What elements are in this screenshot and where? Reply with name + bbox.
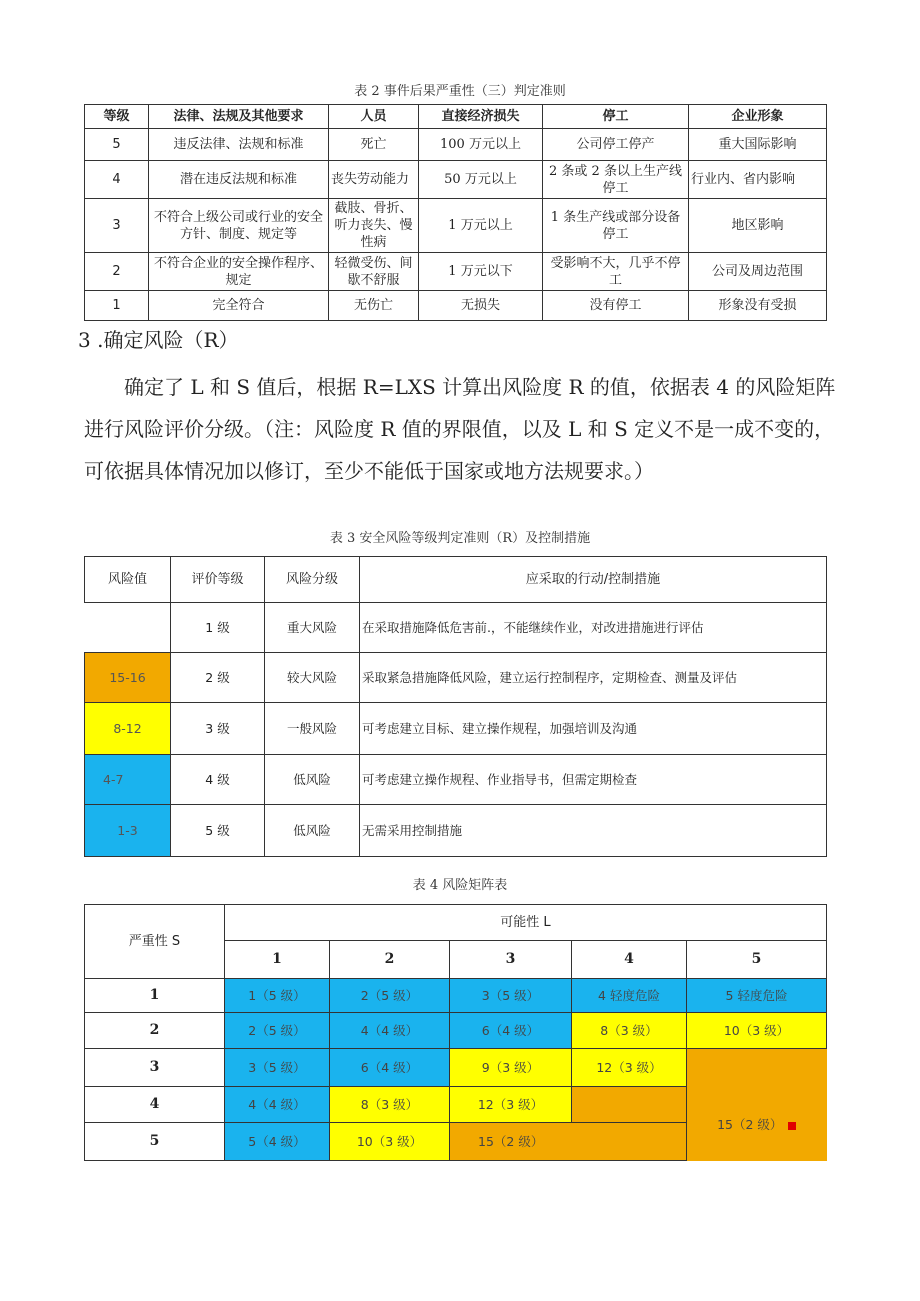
matrix-cell: 10（3 级） [687,1013,827,1049]
likelihood-col-header: 1 [225,941,330,979]
table-cell: 不符合企业的安全操作程序、规定 [149,253,329,291]
table-row [85,703,827,755]
matrix-cell: 6（4 级） [330,1049,450,1087]
table-row [85,129,827,161]
table-cell: 1 条生产线或部分设备停工 [543,199,689,253]
severity-label: 严重性 S [85,905,225,979]
table-row [85,161,827,199]
table-row [85,199,827,253]
table-cell: 丧失劳动能力 [329,161,419,199]
table-row [85,291,827,321]
table-cell: 无伤亡 [329,291,419,321]
table-cell: 1 [85,291,149,321]
matrix-cell: 15（2 级） [450,1123,572,1161]
red-square-marker [788,1122,796,1130]
table-cell: 公司及周边范围 [689,253,827,291]
likelihood-col-header: 3 [450,941,572,979]
table-cell: 受影响不大，几乎不停工 [543,253,689,291]
likelihood-col-header: 5 [687,941,827,979]
matrix-cell: 9（3 级） [450,1049,572,1087]
col-header: 应采取的行动/控制措施 [360,557,827,603]
col-header: 直接经济损失 [419,105,543,129]
table-cell: 违反法律、法规和标准 [149,129,329,161]
grade-cell: 2 级 [171,653,265,703]
table-cell: 1 万元以上 [419,199,543,253]
grade-cell: 4 级 [171,755,265,805]
table-cell: 3 [85,199,149,253]
table-row [85,653,827,703]
matrix-cell: 4（4 级） [225,1087,330,1123]
table-cell: 地区影响 [689,199,827,253]
table-cell: 100 万元以上 [419,129,543,161]
level-cell: 一般风险 [265,703,360,755]
matrix-cell: 8（3 级） [572,1013,687,1049]
matrix-cell-merged [687,1049,827,1161]
matrix-cell: 10（3 级） [330,1123,450,1161]
col-header: 企业形象 [689,105,827,129]
severity-row-header: 4 [85,1087,225,1123]
matrix-cell: 2（5 级） [225,1013,330,1049]
action-cell: 在采取措施降低危害前.，不能继续作业，对改进措施进行评估 [360,603,827,653]
matrix-cell: 1（5 级） [225,979,330,1013]
table-cell: 1 万元以下 [419,253,543,291]
severity-row-header: 2 [85,1013,225,1049]
matrix-cell: 3（5 级） [450,979,572,1013]
matrix-cell-text: 15（2 级） [717,1117,783,1133]
grade-cell: 1 级 [171,603,265,653]
table-cell: 行业内、省内影响 [689,161,827,199]
col-header: 评价等级 [171,557,265,603]
matrix-cell: 8（3 级） [330,1087,450,1123]
risk-value-cell: 1-3 [85,805,171,857]
table4-caption: 表 4 风险矩阵表 [412,878,508,893]
table-cell: 2 条或 2 条以上生产线停工 [543,161,689,199]
col-header: 法律、法规及其他要求 [149,105,329,129]
matrix-cell: 5（4 级） [225,1123,330,1161]
table-cell: 轻微受伤、间歇不舒服 [329,253,419,291]
table-cell: 5 [85,129,149,161]
action-cell: 可考虑建立目标、建立操作规程，加强培训及沟通 [360,703,827,755]
table-row [85,603,827,653]
col-header: 风险分级 [265,557,360,603]
table-cell: 死亡 [329,129,419,161]
matrix-cell: 6（4 级） [450,1013,572,1049]
body-paragraph: 确定了 L 和 S 值后，根据 R=LXS 计算出风险度 R 的值，依据表 4 的风险矩阵进行风险评价分级。（注：风险度 R 值的界限值，以及 L 和 S 定义不是一成不变的，可依据具体情况加以修订，至少不能低于国家或地方法规要求。） [84,375,836,483]
level-cell: 低风险 [265,805,360,857]
table-cell: 2 [85,253,149,291]
table-cell: 不符合上级公司或行业的安全方针、制度、规定等 [149,199,329,253]
table-cell: 公司停工停产 [543,129,689,161]
matrix-cell [572,1087,687,1123]
table-cell: 重大国际影响 [689,129,827,161]
risk-matrix-table [84,904,827,1161]
risk-value-cell: 8-12 [85,703,171,755]
action-cell: 采取紧急措施降低风险，建立运行控制程序，定期检查、测量及评估 [360,653,827,703]
table-cell: 完全符合 [149,291,329,321]
severity-row-header: 3 [85,1049,225,1087]
risk-value-cell: 15-16 [85,653,171,703]
matrix-cell [572,1123,687,1161]
severity-row-header: 1 [85,979,225,1013]
level-cell: 较大风险 [265,653,360,703]
matrix-cell: 12（3 级） [450,1087,572,1123]
grade-cell: 3 级 [171,703,265,755]
table-header-row [85,557,827,603]
level-cell: 重大风险 [265,603,360,653]
risk-value-cell [85,603,171,653]
grade-cell: 5 级 [171,805,265,857]
table-header-row [85,105,827,129]
table-cell: 无损失 [419,291,543,321]
table2-caption: 表 2 事件后果严重性（三）判定准则 [354,84,566,99]
table-cell: 形象没有受损 [689,291,827,321]
matrix-cell: 2（5 级） [330,979,450,1013]
col-header: 风险值 [85,557,171,603]
risk-value-cell: 4-7 [85,755,171,805]
col-header: 停工 [543,105,689,129]
likelihood-col-header: 4 [572,941,687,979]
matrix-cell: 4 轻度危险 [572,979,687,1013]
matrix-cell: 4（4 级） [330,1013,450,1049]
action-cell: 无需采用控制措施 [360,805,827,857]
matrix-row [85,1049,827,1087]
matrix-cell: 12（3 级） [572,1049,687,1087]
matrix-row [85,1013,827,1049]
table-cell: 4 [85,161,149,199]
likelihood-col-header: 2 [330,941,450,979]
table-cell: 50 万元以上 [419,161,543,199]
likelihood-label: 可能性 L [225,905,827,941]
section-heading: 3 .确定风险（R） [78,328,239,352]
matrix-cell: 5 轻度危险 [687,979,827,1013]
severity-criteria-table [84,104,827,321]
table-cell: 截肢、骨折、听力丧失、慢性病 [329,199,419,253]
table-row [85,755,827,805]
table3-caption: 表 3 安全风险等级判定准则（R）及控制措施 [329,531,591,546]
risk-level-table [84,556,827,857]
table-cell: 潜在违反法规和标准 [149,161,329,199]
col-header: 等级 [85,105,149,129]
severity-row-header: 5 [85,1123,225,1161]
table-row [85,253,827,291]
action-cell: 可考虑建立操作规程、作业指导书，但需定期检查 [360,755,827,805]
table-cell: 没有停工 [543,291,689,321]
table-row [85,805,827,857]
col-header: 人员 [329,105,419,129]
matrix-row [85,979,827,1013]
matrix-cell: 3（5 级） [225,1049,330,1087]
level-cell: 低风险 [265,755,360,805]
